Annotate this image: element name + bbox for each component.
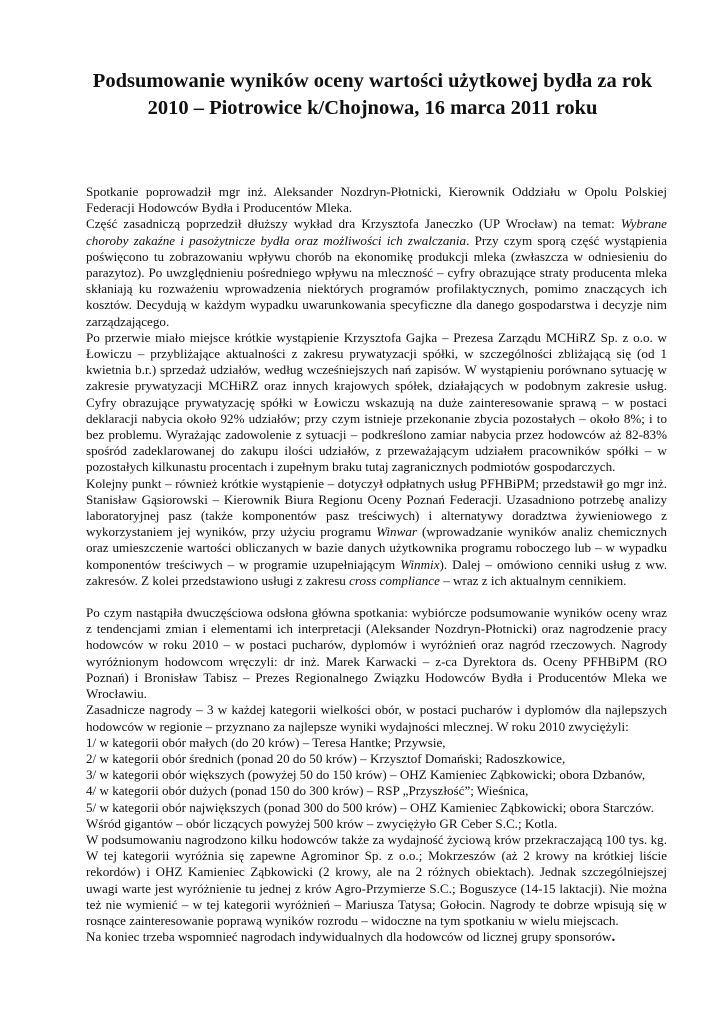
list-item: 1/ w kategorii obór małych (do 20 krów) – Teresa Hantke; Przywsie, xyxy=(86,734,446,750)
cross-compliance: cross compliance xyxy=(349,572,440,588)
winners-list xyxy=(86,735,667,816)
final-period: . xyxy=(611,929,616,946)
services-text-b: (wprowadzanie wyników analiz chemicznych oraz umieszczenie wartości obliczanych w bazie danych użytkownika programu roboczego lub – w wypadku komponentów treściwych – w programie uzupełniającym xyxy=(86,524,667,572)
program-winwar: Winwar xyxy=(376,524,417,540)
lecture-text-a: Część zasadniczą poprzedził dłuższy wykład dra Krzysztofa Janeczko (UP Wrocław) na temat: xyxy=(86,216,621,232)
paragraph-lecture xyxy=(86,216,667,329)
services-text-d: – wraz z ich aktualnym cennikiem. xyxy=(439,572,627,588)
program-winmix: Winmix xyxy=(400,556,440,572)
document-title: Podsumowanie wyników oceny wartości użytkowej bydła za rok 2010 – Piotrowice k/Chojnowa, 16 marca 2011 roku xyxy=(92,70,653,119)
paragraph-giants: Wśród gigantów – obór liczących powyżej 500 krów – zwyciężyło GR Ceber S.C.; Kotla. xyxy=(86,815,558,831)
list-item: 3/ w kategorii obór większych (powyżej 50 do 150 krów) – OHZ Kamieniec Ząbkowicki; obora Dzbanów, xyxy=(86,767,646,783)
lecture-title: Wybrane choroby zakaźne i pasożytnicze bydła oraz możliwości ich zwalczania xyxy=(86,216,667,248)
sponsors-group: grupy sponsorów xyxy=(520,929,612,945)
paragraph-lifetime-yield: W podsumowaniu nagrodzono kilku hodowców także za wydajność życiową krów przekraczającą 100 tys. kg. W tej kategorii wyróżnia się zapewne Agrominor Sp. z o.o.; Mokrzeszów (aż 2 krowy na krótkiej liście rekordów) i OHZ Kamieniec Ząbkowicki (2 krowy, ale na 2 różnych obiektach). Jednak szczególniejszej uwagi warte jest wyróżnienie tu jednej z krów Agro-Przymierze S.C.; Boguszyce (14-15 laktacji). Nie można też nie wymienić – w tej kategorii wyróżnień – Mariusza Tatysa; Gołocin. Nagrody te dobrze wpisują się w rosnące zainteresowanie poprawą wyników rozrodu – widoczne na tym spotkaniu w wielu miejscach. xyxy=(86,831,667,928)
services-text-c: ). Dalej – omówiono cenniki usług z ww. zakresów. Z kolei przedstawiono usługi z zakresu xyxy=(86,556,667,588)
list-item: 5/ w kategorii obór największych (ponad 300 do 500 krów) – OHZ Kamieniec Ząbkowicki; obora Starczów. xyxy=(86,799,654,815)
paragraph-main-session: Po czym nastąpiła dwuczęściowa odsłona główna spotkania: wybiórcze podsumowanie wyników oceny wraz z tendencjami zmian i elementami ich interpretacji (Aleksander Nozdryn-Płotnicki) oraz nagrodzenie pracy hodowców w roku 2010 – w postaci pucharów, dyplomów i wyróżnień oraz nagród rzeczowych. Nagrody wyróżnionym hodowcom wręczyli: dr inż. Marek Karwacki – z-ca Dyrektora ds. Oceny PFHBiPM (RO Poznań) i Bronisław Tabisz – Prezes Regionalnego Związku Hodowców Bydła i Producentów Mleka we Wrocławiu. xyxy=(86,605,667,702)
list-item: 4/ w kategorii obór dużych (ponad 150 do 300 krów) – RSP „Przyszłość”; Wieśnica, xyxy=(86,783,529,799)
paragraph-awards-intro: Zasadnicze nagrody – 3 w każdej kategorii wielkości obór, w postaci pucharów i dyplomów dla najlepszych hodowców w regionie – przyznano za najlepsze wyniki wydajności mlecznej. W roku 2010 zwyciężyli: xyxy=(86,702,667,734)
services-text-a: Kolejny punkt – również krótkie wystąpienie – dotyczył odpłatnych usług PFHBiPM; przedstawił go mgr inż. Stanisław Gąsiorowski – Kierownik Biura Regionu Oceny Poznań Federacji. Uzasadniono potrzebę analizy laboratoryjnej pasz (także komponentów pasz treściwych) i alternatywy doradztwa żywieniowego z wykorzystaniem jej wyników, przy użyciu programu xyxy=(86,475,667,540)
paragraph-sponsors xyxy=(86,929,667,945)
paragraph-privatization: Po przerwie miało miejsce krótkie wystąpienie Krzysztofa Gajka – Prezesa Zarządu MCHiRZ Sp. z o.o. w Łowiczu – przybliżające aktualności z zakresu prywatyzacji spółki, w szczególności zbliżającą się (od 1 kwietnia b.r.) sprzedaż udziałów, według wcześniejszych nań zapisów. W wystąpieniu porównano sytuację w zakresie prywatyzacji MCHiRZ oraz innych krajowych spółek, działających w podobnym zakresie usług. Cyfry obrazujące prywatyzację spółki w Łowiczu wskazują na duże zainteresowanie sprawą – w postaci deklaracji nabycia około 92% udziałów; przy czym istnieje przekonanie zbycia pozostałych – około 8%; i to bez problemu. Wyrażając zadowolenie z sytuacji – podkreślono zamiar nabycia przez hodowców aż 82-83% spośród zadeklarowanej do zakupu ilości udziałów, z przeważającym udziałem pracowników spółki – w pozostałych kilkunastu procentach i zupełnym braku tutaj zagranicznych podmiotów gospodarczych. xyxy=(86,329,667,475)
paragraph-services xyxy=(86,476,667,589)
lecture-text-b: . Przy czym sporą część wystąpienia poświęcono tu zobrazowaniu wpływu chorób na ekonomikę produkcji mleka (zwłaszcza w odniesieniu do parazytoz). Po uwzględnieniu pośredniego wpływu na mleczność – cyfry obrazujące straty producenta mleka skłaniają ku rozważeniu wprowadzenia niektórych programów profilaktycznych, pomimo znaczących ich kosztów. Decydują w każdym wypadku uwarunkowania specyficzne dla danego gospodarstwa i decyzje nim zarządzającego. xyxy=(86,232,668,329)
paragraph-intro: Spotkanie poprowadził mgr inż. Aleksander Nozdryn-Płotnicki, Kierownik Oddziału w Opolu Polskiej Federacji Hodowców Bydła i Producentów Mleka. xyxy=(86,184,667,216)
paragraph-gap xyxy=(86,589,667,605)
list-item: 2/ w kategorii obór średnich (ponad 20 do 50 krów) – Krzysztof Domański; Radoszkowice, xyxy=(86,750,566,766)
document-body xyxy=(86,184,667,945)
sponsors-text-a: Na koniec trzeba wspomnieć nagrodach indywidualnych dla hodowców od licznej xyxy=(86,929,521,945)
